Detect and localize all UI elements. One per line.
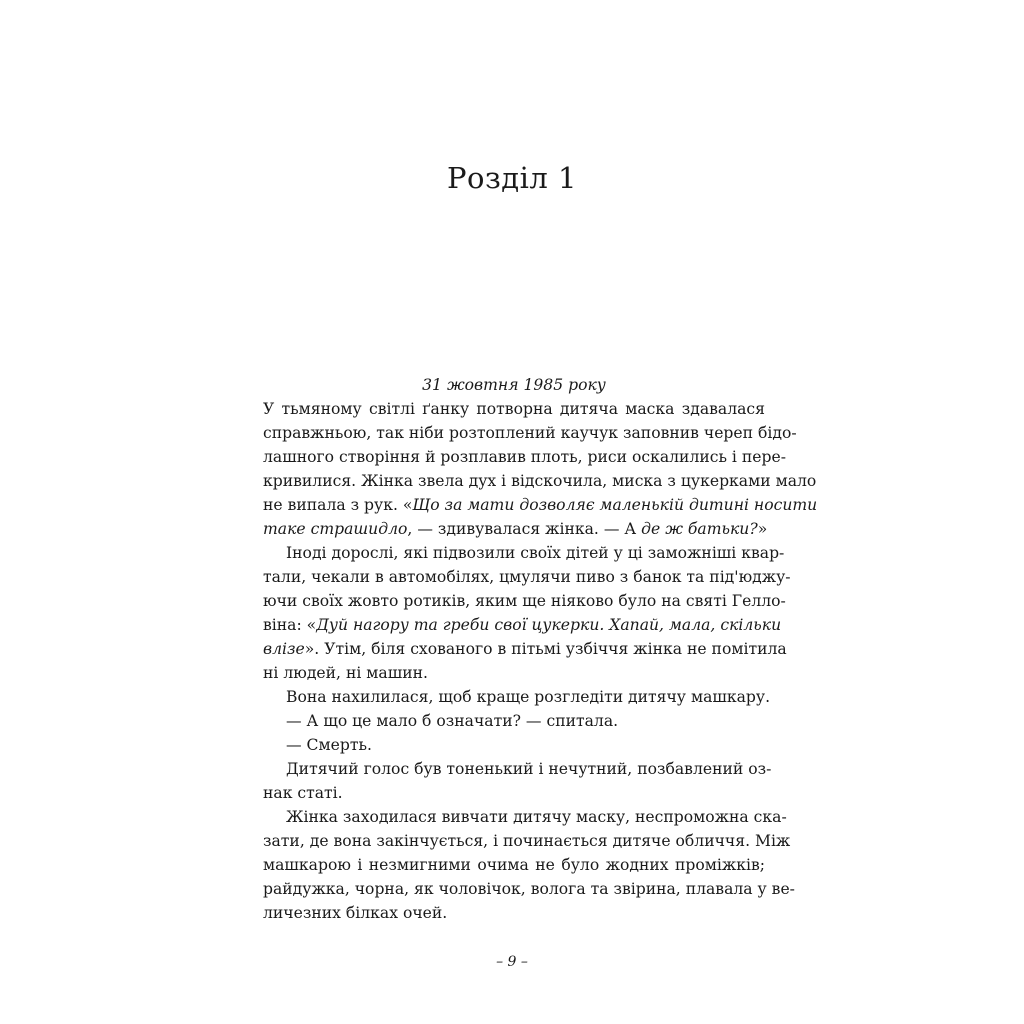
chapter-body — [263, 373, 818, 925]
text-span: віна: « — [263, 616, 317, 634]
body-text — [263, 397, 818, 925]
italic-quote: таке страшидло — [263, 520, 408, 538]
italic-quote: Що за мати дозволяє маленькій дитині носити — [412, 496, 818, 514]
text-line: личезних білках очей. — [263, 904, 448, 922]
text-line: ючи своїх жовто ротиків, яким ще ніяково було на святі Гелло- — [263, 592, 786, 610]
text-line: справжньою, так ніби розтоплений каучук заповнив череп бідо- — [263, 424, 797, 442]
text-line: — Смерть. — [286, 736, 372, 754]
text-line: райдужка, чорна, як чоловічок, волога та звірина, плавала у ве- — [263, 880, 795, 898]
text-span: не випала з рук. « — [263, 496, 413, 514]
text-line: лашного створіння й розплавив плоть, риси оскалились і пере- — [263, 448, 786, 466]
italic-quote: Дуй нагору та греби свої цукерки. Хапай, мала, скільки — [316, 616, 782, 634]
italic-quote: де ж батьки? — [641, 520, 758, 538]
text-line: У тьмяному світлі ґанку потворна дитяча маска здавалася — [263, 400, 765, 418]
text-line — [263, 637, 787, 661]
text-line: машкарою і незмигними очима не було жодних проміжків; — [263, 856, 765, 874]
text-span: ». Утім, біля схованого в пітьмі узбіччя жінка не помітила — [304, 640, 787, 658]
text-line — [263, 517, 768, 541]
chapter-date: 31 жовтня 1985 року — [422, 376, 606, 394]
text-line: Дитячий голос був тоненький і нечутний, позбавлений оз- — [286, 760, 772, 778]
text-line: Жінка заходилася вивчати дитячу маску, неспроможна ска- — [286, 808, 787, 826]
text-span: , — здивувалася жінка. — А — [407, 520, 642, 538]
text-line: ні людей, ні машин. — [263, 664, 428, 682]
text-line: зати, де вона закінчується, і починається дитяче обличчя. Між — [263, 832, 791, 850]
text-line: тали, чекали в автомобілях, цмулячи пиво з банок та під'юджу- — [263, 568, 791, 586]
text-line: — А що це мало б означати? — спитала. — [286, 712, 619, 730]
text-line — [263, 613, 782, 637]
text-line — [263, 493, 818, 517]
italic-quote: влізе — [263, 640, 305, 658]
text-line: кривилися. Жінка звела дух і відскочила, миска з цукерками мало — [263, 472, 817, 490]
text-span: » — [757, 520, 768, 538]
text-line: Іноді дорослі, які підвозили своїх дітей у ці заможніші квар- — [286, 544, 785, 562]
text-line: нак статі. — [263, 784, 343, 802]
page-number: – 9 – — [496, 954, 528, 970]
text-line: Вона нахилилася, щоб краще розгледіти дитячу машкару. — [286, 688, 771, 706]
chapter-title: Розділ 1 — [446, 161, 577, 195]
